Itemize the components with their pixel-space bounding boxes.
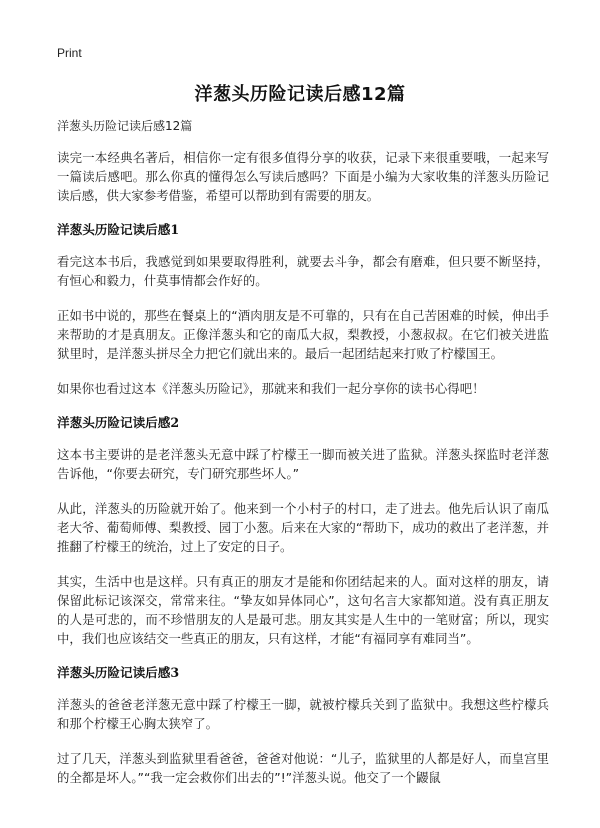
section-heading: 洋葱头历险记读后感3: [57, 665, 180, 680]
article-subtitle: 洋葱头历险记读后感12篇: [57, 119, 193, 133]
article-body: [57, 118, 549, 803]
page-title: 洋葱头历险记读后感12篇: [194, 84, 406, 105]
print-link[interactable]: Print: [57, 46, 82, 60]
section-paragraph: 过了几天，洋葱头到监狱里看爸爸，爸爸对他说：“儿子，监狱里的人都是好人，而皇宫里的全都是坏人。”“我一定会救你们出去的”!”洋葱头说。他交了一个鼹鼠: [57, 751, 549, 785]
section-heading: 洋葱头历险记读后感2: [57, 415, 180, 430]
section-paragraph: 正如书中说的，那些在餐桌上的“酒肉朋友是不可靠的，只有在自己苦困难的时候，伸出手来帮助的才是真朋友。正像洋葱头和它的南瓜大叔，梨教授，小葱叔叔。在它们被关进监狱里时，是洋葱头拼尽全力把它们就出来的。最后一起团结起来打败了柠檬国王。: [57, 308, 549, 361]
section-paragraph: 如果你也看过这本《洋葱头历险记》，那就来和我们一起分享你的读书心得吧！: [57, 381, 485, 396]
section-paragraph: 这本书主要讲的是老洋葱头无意中踩了柠檬王一脚而被关进了监狱。洋葱头探监时老洋葱告诉他，“你要去研究，专门研究那些坏人。”: [57, 447, 549, 481]
section-paragraph: 其实，生活中也是这样。只有真正的朋友才是能和你团结起来的人。面对这样的朋友，请保留此标记该深交，常常来往。“挚友如异体同心”，这句名言大家都知道。没有真正朋友的人是可悲的，而不珍惜朋友的人是最可悲。朋友其实是人生中的一笔财富；所以，现实中，我们也应该结交一些真正的朋友，只有这样，才能“有福同享有难同当”。: [57, 574, 549, 646]
section-paragraph: 看完这本书后，我感觉到如果要取得胜利，就要去斗争，都会有磨难，但只要不断坚持，有恒心和毅力，什莫事情都会作好的。: [57, 254, 549, 288]
section-heading: 洋葱头历险记读后感1: [57, 222, 180, 237]
intro-paragraph: 读完一本经典名著后，相信你一定有很多值得分享的收获，记录下来很重要哦，一起来写一篇读后感吧。那么你真的懂得怎么写读后感吗？下面是小编为大家收集的洋葱头历险记读后感，供大家参考借鉴，希望可以帮助到有需要的朋友。: [57, 150, 549, 203]
section-paragraph: 从此，洋葱头的历险就开始了。他来到一个小村子的村口，走了进去。他先后认识了南瓜老大爷、葡萄师傅、梨教授、园丁小葱。后来在大家的“帮助下，成功的救出了老洋葱，并推翻了柠檬王的统治，过上了安定的日子。: [57, 501, 549, 554]
section-paragraph: 洋葱头的爸爸老洋葱无意中踩了柠檬王一脚，就被柠檬兵关到了监狱中。我想这些柠檬兵和那个柠檬王心胸太狭窄了。: [57, 697, 549, 731]
